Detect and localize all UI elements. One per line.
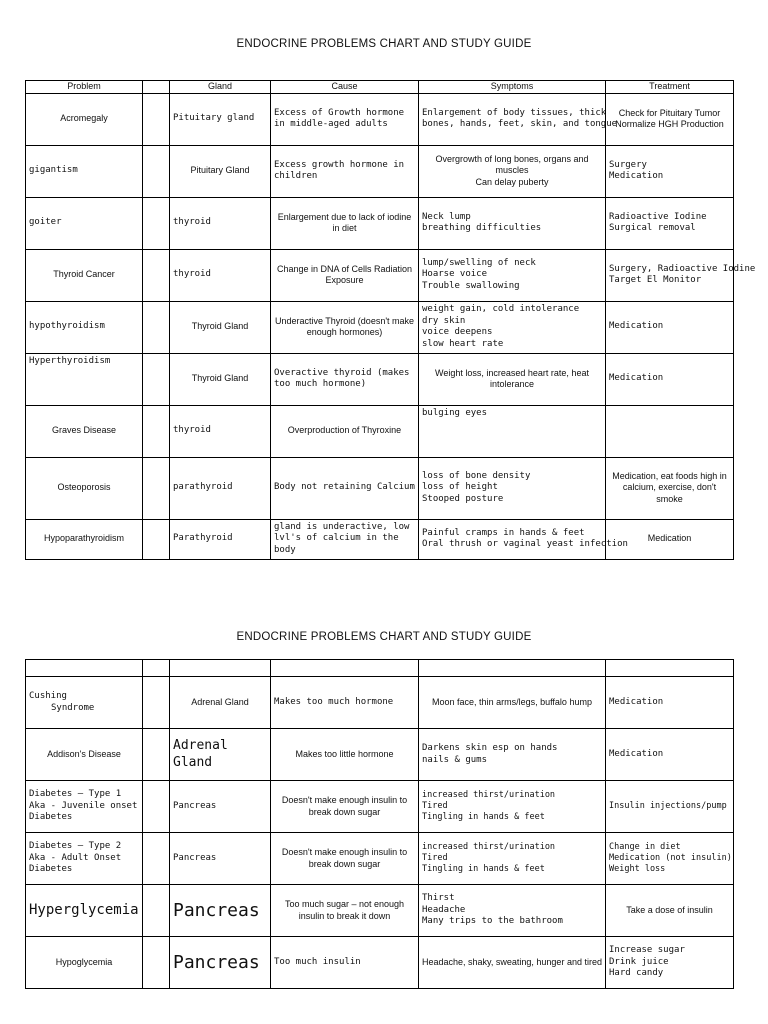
- gland-cell: parathyroid: [170, 457, 271, 519]
- cause-cell: Doesn't make enough insulin to break down sugar: [271, 833, 419, 885]
- treatment-cell: Check for Pituitary Tumor Normalize HGH Production: [606, 93, 734, 145]
- problem-cell: [26, 781, 143, 833]
- symptom-line: Trouble swallowing: [422, 281, 520, 292]
- symptom-line: Tired: [422, 800, 448, 811]
- table-row: [26, 781, 734, 833]
- treatment-cell: [606, 197, 734, 249]
- cause-cell: Too much insulin: [271, 937, 419, 989]
- symptom-line: Tingling in hands & feet: [422, 812, 545, 823]
- problem-cell: Thyroid Cancer: [26, 249, 143, 301]
- symptom-line: increased thirst/urination: [422, 841, 556, 852]
- symptom-line: voice deepens: [422, 327, 493, 338]
- symptom-line: lump/swelling of neck: [422, 257, 536, 268]
- endocrine-table-2: [25, 659, 734, 989]
- blank-cell: [143, 405, 170, 457]
- blank-cell: [143, 301, 170, 353]
- cause-cell: Body not retaining Calcium: [271, 457, 419, 519]
- blank-cell: [143, 93, 170, 145]
- blank-cell: [271, 660, 419, 677]
- symptoms-cell: bulging eyes: [419, 405, 606, 457]
- problem-cell: goiter: [26, 197, 143, 249]
- treatment-cell: [606, 833, 734, 885]
- treatment-cell: Take a dose of insulin: [606, 885, 734, 937]
- cause-cell: Makes too much hormone: [271, 677, 419, 729]
- symptom-line: Darkens skin esp on hands: [422, 742, 558, 753]
- blank-cell: [143, 937, 170, 989]
- header-blank: [143, 81, 170, 94]
- treatment-cell: Medication: [606, 519, 734, 559]
- treatment-line: Target El Monitor: [609, 275, 702, 286]
- table-row: [26, 405, 734, 457]
- treatment-cell: [606, 405, 734, 457]
- problem-cell: hypothyroidism: [26, 301, 143, 353]
- header-gland: Gland: [170, 81, 271, 94]
- cause-cell: Too much sugar – not enough insulin to break it down: [271, 885, 419, 937]
- blank-cell: [26, 660, 143, 677]
- blank-cell: [419, 660, 606, 677]
- gland-cell: Adrenal Gland: [170, 729, 271, 781]
- table-row: [26, 937, 734, 989]
- problem-cell: Hypoglycemia: [26, 937, 143, 989]
- symptoms-cell: [419, 729, 606, 781]
- symptoms-cell: [419, 781, 606, 833]
- symptoms-cell: [419, 833, 606, 885]
- symptoms-cell: [419, 457, 606, 519]
- problem-line: Aka - Adult Onset: [29, 852, 122, 863]
- problem-line: Aka - Juvenile onset: [29, 800, 138, 811]
- symptom-line: Tingling in hands & feet: [422, 864, 545, 875]
- problem-cell: Graves Disease: [26, 405, 143, 457]
- symptom-line: breathing difficulties: [422, 223, 542, 234]
- cause-cell: Change in DNA of Cells Radiation Exposure: [271, 249, 419, 301]
- symptom-line: increased thirst/urination: [422, 789, 556, 800]
- header-row: [26, 81, 734, 94]
- problem-line: Diabetes – Type 1: [29, 788, 122, 799]
- gland-cell: Pituitary gland: [170, 93, 271, 145]
- symptoms-cell: [419, 301, 606, 353]
- treatment-cell: Medication: [606, 677, 734, 729]
- page-title-2: ENDOCRINE PROBLEMS CHART AND STUDY GUIDE: [236, 631, 532, 643]
- treatment-cell: Medication, eat foods high in calcium, exercise, don't smoke: [606, 457, 734, 519]
- blank-cell: [143, 729, 170, 781]
- problem-cell: Hyperglycemia: [26, 885, 143, 937]
- treatment-line: Increase sugar: [609, 944, 685, 955]
- treatment-line: Radioactive Iodine: [609, 211, 707, 222]
- cause-cell: Overproduction of Thyroxine: [271, 405, 419, 457]
- treatment-line: Medication (not insulin): [609, 852, 732, 863]
- problem-cell: Hyperthyroidism: [26, 353, 143, 405]
- treatment-cell: Insulin injections/pump: [606, 781, 734, 833]
- blank-cell: [143, 353, 170, 405]
- symptom-line: Neck lump: [422, 211, 471, 222]
- symptom-line: loss of bone density: [422, 470, 531, 481]
- treatment-cell: Medication: [606, 353, 734, 405]
- treatment-cell: [606, 145, 734, 197]
- symptom-line: bones, hands, feet, skin, and tongue: [422, 119, 618, 130]
- problem-line: Cushing: [29, 690, 67, 701]
- header-problem: Problem: [26, 81, 143, 94]
- problem-cell: Addison's Disease: [26, 729, 143, 781]
- header-cause: Cause: [271, 81, 419, 94]
- table-row: [26, 353, 734, 405]
- symptom-line: Thirst: [422, 892, 455, 903]
- problem-line: Diabetes: [29, 864, 73, 875]
- treatment-line: Change in diet: [609, 841, 681, 852]
- symptom-line: weight gain, cold intolerance: [422, 303, 580, 314]
- problem-line: Syndrome: [51, 702, 95, 713]
- blank-cell: [143, 885, 170, 937]
- problem-line: Diabetes – Type 2: [29, 840, 122, 851]
- treatment-line: Drink juice: [609, 956, 669, 967]
- cause-cell: Excess of Growth hormone in middle-aged adults: [271, 93, 419, 145]
- gland-cell: Pancreas: [170, 781, 271, 833]
- symptoms-cell: Moon face, thin arms/legs, buffalo hump: [419, 677, 606, 729]
- symptom-line: Enlargement of body tissues, thick: [422, 107, 607, 118]
- table-row: [26, 93, 734, 145]
- page-title: ENDOCRINE PROBLEMS CHART AND STUDY GUIDE: [236, 38, 532, 50]
- symptom-line: Headache: [422, 904, 466, 915]
- problem-cell: gigantism: [26, 145, 143, 197]
- cause-cell: Excess growth hormone in children: [271, 145, 419, 197]
- symptom-line: loss of height: [422, 482, 498, 493]
- gland-cell: Pituitary Gland: [170, 145, 271, 197]
- header-row-empty: [26, 660, 734, 677]
- table-row: [26, 833, 734, 885]
- symptoms-cell: [419, 885, 606, 937]
- symptoms-cell: Headache, shaky, sweating, hunger and tired: [419, 937, 606, 989]
- problem-cell: [26, 833, 143, 885]
- treatment-cell: Medication: [606, 301, 734, 353]
- gland-cell: Parathyroid: [170, 519, 271, 559]
- table-row: [26, 885, 734, 937]
- symptoms-cell: [419, 93, 618, 145]
- gland-cell: Pancreas: [170, 937, 271, 989]
- symptoms-cell: [419, 197, 606, 249]
- problem-cell: Osteoporosis: [26, 457, 143, 519]
- cause-cell: Makes too little hormone: [271, 729, 419, 781]
- table-row: [26, 249, 734, 301]
- symptom-line: slow heart rate: [422, 338, 504, 349]
- blank-cell: [143, 197, 170, 249]
- cause-cell: gland is underactive, low lvl's of calcium in the body: [271, 519, 419, 559]
- problem-line: Diabetes: [29, 812, 73, 823]
- symptom-line: Tired: [422, 852, 448, 863]
- symptom-line: Can delay puberty: [475, 177, 549, 188]
- symptom-line: Hoarse voice: [422, 269, 488, 280]
- symptom-line: Many trips to the bathroom: [422, 916, 563, 927]
- table-row: [26, 519, 734, 559]
- header-symptoms: Symptoms: [419, 81, 606, 94]
- table-row: [26, 301, 734, 353]
- gland-cell: Adrenal Gland: [170, 677, 271, 729]
- symptom-line: nails & gums: [422, 754, 488, 765]
- symptoms-cell: [419, 145, 606, 197]
- blank-cell: [143, 781, 170, 833]
- treatment-line: Surgical removal: [609, 223, 696, 234]
- table-row: [26, 677, 734, 729]
- symptom-line: Oral thrush or vaginal yeast infection: [422, 539, 628, 550]
- treatment-line: Hard candy: [609, 968, 664, 979]
- gland-cell: thyroid: [170, 405, 271, 457]
- problem-cell: Hypoparathyroidism: [26, 519, 143, 559]
- symptom-line: Overgrowth of long bones, organs and muscles: [435, 153, 589, 176]
- blank-cell: [143, 677, 170, 729]
- cause-cell: Overactive thyroid (makes too much hormone): [271, 353, 419, 405]
- blank-cell: [143, 457, 170, 519]
- cause-cell: Underactive Thyroid (doesn't make enough hormones): [271, 301, 419, 353]
- endocrine-table-1: [25, 80, 756, 560]
- blank-cell: [143, 660, 170, 677]
- treatment-line: Medication: [609, 171, 664, 182]
- blank-cell: [143, 249, 170, 301]
- treatment-line: Surgery, Radioactive Iodine: [609, 263, 756, 274]
- treatment-cell: [606, 249, 756, 301]
- table-row: [26, 729, 734, 781]
- treatment-cell: [606, 937, 734, 989]
- blank-cell: [143, 145, 170, 197]
- blank-cell: [170, 660, 271, 677]
- symptom-line: dry skin: [422, 315, 466, 326]
- table-row: [26, 197, 734, 249]
- gland-cell: Thyroid Gland: [170, 301, 271, 353]
- gland-cell: thyroid: [170, 249, 271, 301]
- cause-cell: Doesn't make enough insulin to break down sugar: [271, 781, 419, 833]
- treatment-line: Surgery: [609, 159, 647, 170]
- gland-cell: Thyroid Gland: [170, 353, 271, 405]
- symptoms-cell: Weight loss, increased heart rate, heat intolerance: [419, 353, 606, 405]
- symptoms-cell: [419, 249, 606, 301]
- blank-cell: [606, 660, 734, 677]
- table-row: [26, 457, 734, 519]
- symptoms-cell: [419, 519, 628, 559]
- problem-cell: [26, 677, 143, 729]
- cause-cell: Enlargement due to lack of iodine in diet: [271, 197, 419, 249]
- gland-cell: Pancreas: [170, 833, 271, 885]
- problem-cell: Acromegaly: [26, 93, 143, 145]
- treatment-line: Weight loss: [609, 864, 666, 875]
- treatment-cell: Medication: [606, 729, 734, 781]
- table-row: [26, 145, 734, 197]
- gland-cell: thyroid: [170, 197, 271, 249]
- symptom-line: Stooped posture: [422, 494, 504, 505]
- gland-cell: Pancreas: [170, 885, 271, 937]
- header-treatment: Treatment: [606, 81, 734, 94]
- blank-cell: [143, 519, 170, 559]
- blank-cell: [143, 833, 170, 885]
- symptom-line: Painful cramps in hands & feet: [422, 527, 585, 538]
